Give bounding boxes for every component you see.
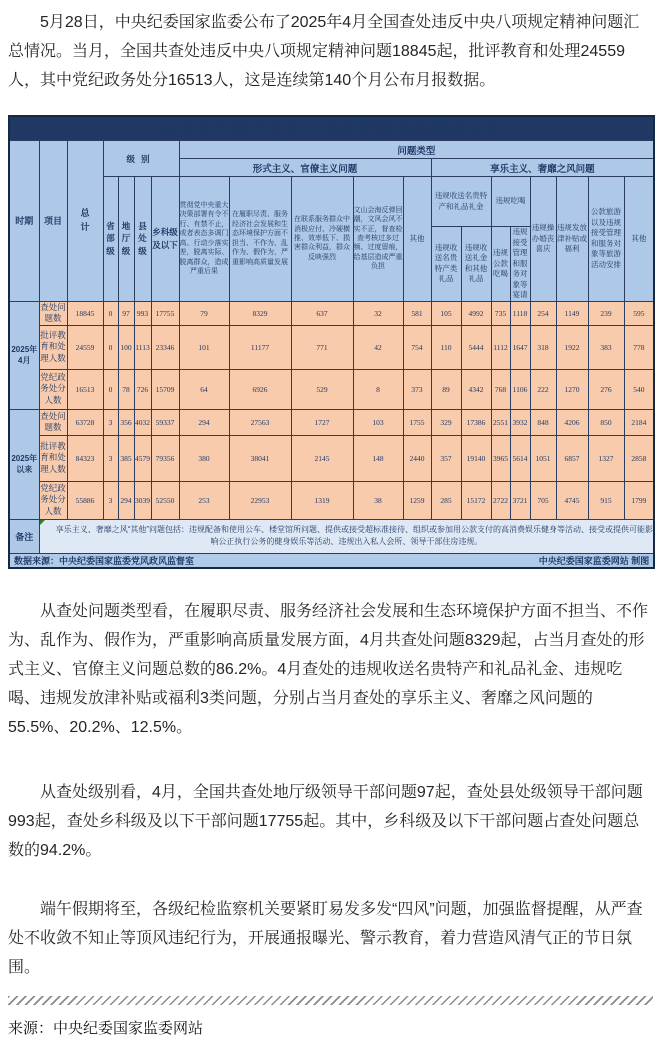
col-header-weddings-funerals: 违规操办婚丧喜庆 — [530, 177, 556, 302]
value-cell: 89 — [431, 369, 461, 409]
item-cell: 党纪政务处分人数 — [39, 369, 67, 409]
col-header-hedonism-group: 享乐主义、奢靡之风问题 — [431, 159, 654, 177]
col-header-level-township: 乡科级及以下 — [151, 177, 179, 302]
value-cell: 8329 — [229, 301, 291, 325]
col-header-formalism-group: 形式主义、官僚主义问题 — [179, 159, 431, 177]
value-cell: 3 — [103, 409, 118, 435]
value-cell: 848 — [530, 409, 556, 435]
col-header-formalism-1: 贯彻党中央重大决策部署有令不行、有禁不止，或者表态多调门高、行动少落实差，脱离实际、脱离群众，造成严重后果 — [179, 177, 229, 302]
value-cell: 254 — [530, 301, 556, 325]
value-cell: 32 — [353, 301, 403, 325]
table-row — [9, 325, 654, 369]
value-cell: 79 — [179, 301, 229, 325]
col-header-level-group: 级别 — [103, 141, 179, 177]
value-cell: 329 — [431, 409, 461, 435]
value-cell: 1051 — [530, 435, 556, 481]
value-cell: 38041 — [229, 435, 291, 481]
col-header-formalism-4: 文山会海反弹回潮，文风会风不实不正，督查检查考核过多过频、过度留痕，给基层造成严重负担 — [353, 177, 403, 302]
value-cell: 1327 — [588, 435, 624, 481]
value-cell: 78 — [118, 369, 134, 409]
value-cell: 1259 — [403, 481, 431, 519]
col-header-formalism-3: 在联系服务群众中消极应付、冷硬横推、效率低下、损害群众利益，群众反映强烈 — [291, 177, 353, 302]
value-cell: 3932 — [510, 409, 530, 435]
header-row-descriptions — [9, 177, 654, 227]
col-header-banquet-group: 违规吃喝 — [491, 177, 530, 227]
value-cell: 63728 — [67, 409, 103, 435]
header-row-groups — [9, 141, 654, 159]
value-cell: 1755 — [403, 409, 431, 435]
value-cell: 1113 — [134, 325, 151, 369]
value-cell: 4206 — [556, 409, 588, 435]
value-cell: 993 — [134, 301, 151, 325]
value-cell: 726 — [134, 369, 151, 409]
col-header-specialty-gifts: 违规收送名贵特产类礼品 — [431, 227, 461, 302]
col-header-level-county: 县处级 — [134, 177, 151, 302]
paragraph-intro: 5月28日，中央纪委国家监委公布了2025年4月全国查处违反中央八项规定精神问题汇总情况。当月，全国共查处违反中央八项规定精神问题18845起，批评教育和处理24559人，其中党纪政务处分16513人，这是连续第140个月公布月报数据。 — [8, 14, 640, 89]
value-cell: 27563 — [229, 409, 291, 435]
value-cell: 778 — [624, 325, 654, 369]
value-cell: 771 — [291, 325, 353, 369]
value-cell: 17755 — [151, 301, 179, 325]
value-cell: 3039 — [134, 481, 151, 519]
stats-table — [8, 115, 655, 569]
col-header-level-provincial: 省部级 — [103, 177, 118, 302]
table-footer-cell — [9, 553, 654, 568]
value-cell: 79356 — [151, 435, 179, 481]
note-text-cell — [39, 519, 654, 553]
value-cell: 18845 — [67, 301, 103, 325]
value-cell: 850 — [588, 409, 624, 435]
col-header-level-prefecture: 地厅级 — [118, 177, 134, 302]
period-cell: 2025年4月 — [9, 301, 39, 409]
value-cell: 4032 — [134, 409, 151, 435]
value-cell: 3965 — [491, 435, 510, 481]
value-cell: 253 — [179, 481, 229, 519]
value-cell: 103 — [353, 409, 403, 435]
value-cell: 4342 — [461, 369, 491, 409]
value-cell: 1270 — [556, 369, 588, 409]
hatched-divider — [8, 996, 653, 1005]
note-row — [9, 519, 654, 553]
col-header-formalism-2: 在履职尽责、服务经济社会发展和生态环境保护方面不担当、不作为、乱作为、假作为，严重影响高质量发展 — [229, 177, 291, 302]
item-cell: 查处问题数 — [40, 301, 66, 323]
value-cell: 595 — [624, 301, 654, 325]
col-header-hedonism-other: 其他 — [624, 177, 654, 302]
value-cell: 1799 — [624, 481, 654, 519]
table-footer-row — [9, 553, 654, 568]
data-source-label: 数据来源：中央纪委国家监委党风政风监督室 — [14, 555, 195, 566]
value-cell: 637 — [291, 301, 353, 325]
source-line: 来源：中央纪委国家监委网站 — [8, 1020, 204, 1037]
value-cell: 768 — [491, 369, 510, 409]
value-cell: 59337 — [151, 409, 179, 435]
value-cell: 294 — [118, 481, 134, 519]
value-cell: 6926 — [229, 369, 291, 409]
value-cell: 4745 — [556, 481, 588, 519]
value-cell: 1727 — [291, 409, 353, 435]
value-cell: 55886 — [67, 481, 103, 519]
value-cell: 239 — [588, 301, 624, 325]
col-header-period: 时期 — [9, 141, 39, 302]
chart-credit-label: 中央纪委国家监委网站 制图 — [538, 555, 650, 566]
value-cell: 529 — [291, 369, 353, 409]
value-cell: 2440 — [403, 435, 431, 481]
table-title-row — [9, 116, 654, 141]
value-cell: 318 — [530, 325, 556, 369]
value-cell: 1319 — [291, 481, 353, 519]
paragraph-holiday: 端午假期将至，各级纪检监察机关要紧盯易发多发“四风”问题，加强监督提醒，从严查处不收敛不知止等顶风违纪行为，开展通报曝光、警示教育，着力营造风清气正的节日氛围。 — [8, 901, 643, 976]
value-cell: 385 — [118, 435, 134, 481]
value-cell: 15172 — [461, 481, 491, 519]
value-cell: 6857 — [556, 435, 588, 481]
value-cell: 97 — [118, 301, 134, 325]
table-body — [9, 301, 654, 519]
value-cell: 1118 — [510, 301, 530, 325]
value-cell: 2145 — [291, 435, 353, 481]
value-cell: 380 — [179, 435, 229, 481]
col-header-formalism-other: 其他 — [403, 177, 431, 302]
value-cell: 357 — [431, 435, 461, 481]
cell-corner-marker-icon — [40, 520, 45, 525]
col-header-cash-gifts: 违规收送礼金和其他礼品 — [461, 227, 491, 302]
col-header-client-banquets: 违规接受管理和服务对象等宴请 — [510, 227, 530, 302]
value-cell: 101 — [179, 325, 229, 369]
value-cell: 23346 — [151, 325, 179, 369]
value-cell: 15709 — [151, 369, 179, 409]
value-cell: 581 — [403, 301, 431, 325]
value-cell: 735 — [491, 301, 510, 325]
value-cell: 1112 — [491, 325, 510, 369]
value-cell: 285 — [431, 481, 461, 519]
item-cell: 批评教育和处理人数 — [39, 325, 67, 369]
col-header-allowances: 违规发放津补贴或福利 — [556, 177, 588, 302]
value-cell: 294 — [179, 409, 229, 435]
value-cell: 373 — [403, 369, 431, 409]
value-cell: 2722 — [491, 481, 510, 519]
value-cell: 276 — [588, 369, 624, 409]
value-cell: 3721 — [510, 481, 530, 519]
value-cell: 4579 — [134, 435, 151, 481]
col-header-total: 总计 — [67, 141, 103, 302]
value-cell: 2858 — [624, 435, 654, 481]
value-cell: 1647 — [510, 325, 530, 369]
value-cell: 52550 — [151, 481, 179, 519]
value-cell: 0 — [103, 325, 118, 369]
value-cell: 222 — [530, 369, 556, 409]
value-cell: 8 — [353, 369, 403, 409]
value-cell: 5614 — [510, 435, 530, 481]
col-header-problem-type: 问题类型 — [179, 141, 654, 159]
value-cell: 1149 — [556, 301, 588, 325]
value-cell: 105 — [431, 301, 461, 325]
value-cell: 2184 — [624, 409, 654, 435]
value-cell: 24559 — [67, 325, 103, 369]
table-row — [9, 369, 654, 409]
value-cell: 3 — [103, 435, 118, 481]
value-cell: 754 — [403, 325, 431, 369]
value-cell: 0 — [103, 369, 118, 409]
value-cell: 4992 — [461, 301, 491, 325]
value-cell: 16513 — [67, 369, 103, 409]
value-cell: 5444 — [461, 325, 491, 369]
value-cell: 19140 — [461, 435, 491, 481]
paragraph-problem-types: 从查处问题类型看，在履职尽责、服务经济社会发展和生态环境保护方面不担当、不作为、乱作为、假作为，严重影响高质量发展方面，4月共查处问题8329起，占当月查处的形式主义、官僚主义问题总数的86.2%。4月查处的违规收送名贵特产和礼品礼金、违规吃喝、违规发放津补贴或福利3类问题，分别占当月查处的享乐主义、奢靡之风问题的55.5%、20.2%、12.5%。 — [8, 603, 649, 736]
value-cell: 705 — [530, 481, 556, 519]
value-cell: 1106 — [510, 369, 530, 409]
item-cell: 查处问题数 — [39, 409, 67, 435]
col-header-public-funds-dining: 违规公款吃喝 — [491, 227, 510, 302]
table-row — [9, 409, 654, 435]
table-title: 全国查处违反中央八项规定精神问题统计表 — [9, 116, 654, 141]
value-cell: 84323 — [67, 435, 103, 481]
value-cell: 110 — [431, 325, 461, 369]
value-cell: 38 — [353, 481, 403, 519]
table-row — [9, 301, 654, 325]
value-cell: 22953 — [229, 481, 291, 519]
value-cell: 1922 — [556, 325, 588, 369]
value-cell: 64 — [179, 369, 229, 409]
note-label: 备注 — [9, 519, 39, 553]
value-cell: 356 — [118, 409, 134, 435]
table-row — [9, 481, 654, 519]
item-cell: 党纪政务处分人数 — [39, 481, 67, 519]
col-header-gifts-group: 违规收送名贵特产和礼品礼金 — [431, 177, 491, 227]
col-header-item: 项目 — [39, 141, 67, 302]
paragraph-levels: 从查处级别看，4月，全国共查处地厅级领导干部问题97起，查处县处级领导干部问题993起，查处乡科级及以下干部问题17755起。其中，乡科级及以下干部问题占查处问题总数的94.2%。 — [8, 784, 643, 859]
value-cell: 0 — [103, 301, 118, 325]
value-cell: 915 — [588, 481, 624, 519]
note-text: 享乐主义、奢靡之风“其他”问题包括：违规配备和使用公车、楼堂馆所问题、提供或接受超标准接待、组织或参加用公款支付的高消费娱乐健身等活动、接受或提供可能影响公正执行公务的健身娱乐等活动、违规出入私人会所、领导干部住房违规。 — [55, 524, 654, 546]
value-cell: 42 — [353, 325, 403, 369]
value-cell: 100 — [118, 325, 134, 369]
value-cell: 17386 — [461, 409, 491, 435]
value-cell: 3 — [103, 481, 118, 519]
value-cell: 11177 — [229, 325, 291, 369]
item-cell: 批评教育和处理人数 — [39, 435, 67, 481]
value-cell: 148 — [353, 435, 403, 481]
col-header-public-funded-travel: 公款旅游以及违规接受管理和服务对象等旅游活动安排 — [588, 177, 624, 302]
value-cell: 2551 — [491, 409, 510, 435]
value-cell: 540 — [624, 369, 654, 409]
value-cell: 383 — [588, 325, 624, 369]
table-row — [9, 435, 654, 481]
period-cell: 2025年以来 — [9, 409, 39, 519]
